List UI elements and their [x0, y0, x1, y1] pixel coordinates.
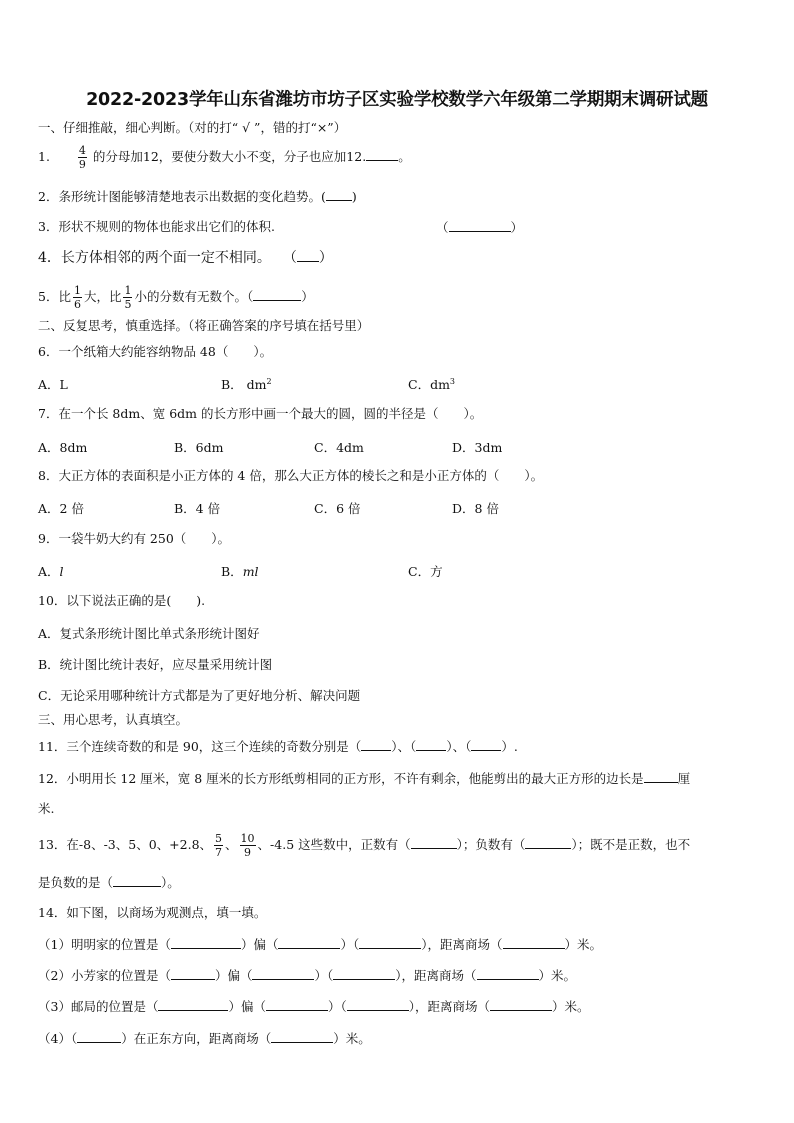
option-c[interactable]: C．6 倍 — [314, 501, 361, 516]
answer-blank[interactable] — [359, 936, 421, 949]
question-5: 5．比 $\frac{1}{6}$ 大，比 $\frac{1}{5}$ 小的分数有无数个。（ ） — [38, 284, 314, 311]
answer-blank[interactable] — [361, 738, 391, 751]
answer-blank[interactable] — [171, 936, 241, 949]
question-10: 10．以下说法正确的是( ). — [38, 593, 206, 608]
fraction: $\frac{10}{9}$ — [240, 832, 255, 859]
question-6: 6．一个纸箱大约能容纳物品 48（ ）。 — [38, 344, 273, 359]
question-3-answer: （ ） — [436, 220, 524, 235]
answer-blank[interactable] — [333, 967, 395, 980]
answer-blank[interactable] — [471, 738, 501, 751]
answer-blank[interactable] — [347, 998, 409, 1011]
option-a[interactable]: A．l — [38, 564, 64, 579]
answer-blank[interactable] — [326, 188, 352, 201]
fraction: $\frac{4}{9}$ — [78, 144, 86, 171]
question-11: 11．三个连续奇数的和是 90，这三个连续的奇数分别是（ ）、（ ）、（ ）. — [38, 739, 518, 754]
page-title: 2022-2023学年山东省潍坊市坊子区实验学校数学六年级第二学期期末调研试题 — [86, 90, 708, 110]
fraction: $\frac{1}{5}$ — [124, 284, 132, 311]
question-14-part-3: （3）邮局的位置是（ ）偏（ ）（ ），距离商场（ ）米。 — [38, 999, 590, 1014]
option-d[interactable]: D．8 倍 — [452, 501, 499, 516]
answer-blank[interactable] — [297, 249, 319, 262]
question-text: 3．形状不规则的物体也能求出它们的体积. — [38, 219, 275, 234]
question-14-part-1: （1）明明家的位置是（ ）偏（ ）（ ），距离商场（ ）米。 — [38, 937, 603, 952]
answer-blank[interactable] — [449, 219, 511, 232]
question-text: 2．条形统计图能够清楚地表示出数据的变化趋势。( — [38, 189, 326, 204]
question-7: 7．在一个长 8dm、宽 6dm 的长方形中画一个最大的圆，圆的半径是（ ）。 — [38, 406, 483, 421]
answer-blank[interactable] — [253, 288, 301, 301]
option-d[interactable]: D．3dm — [452, 440, 503, 455]
section-3-heading: 三、用心思考，认真填空。 — [38, 712, 189, 727]
question-14: 14．如下图，以商场为观测点，填一填。 — [38, 905, 267, 920]
option-b[interactable]: B．4 倍 — [174, 501, 221, 516]
answer-blank[interactable] — [278, 936, 340, 949]
question-3 — [38, 219, 275, 235]
answer-blank[interactable] — [271, 1030, 333, 1043]
option-c[interactable]: C．4dm — [314, 440, 364, 455]
answer-blank[interactable] — [366, 148, 398, 161]
fraction: $\frac{5}{7}$ — [215, 832, 223, 859]
question-14-part-2: （2）小芳家的位置是（ ）偏（ ）（ ），距离商场（ ）米。 — [38, 968, 577, 983]
answer-blank[interactable] — [644, 770, 678, 783]
answer-blank[interactable] — [525, 836, 571, 849]
section-2-heading: 二、反复思考，慎重选择。（将正确答案的序号填在括号里） — [38, 318, 370, 333]
question-12-continued: 米. — [38, 801, 55, 816]
question-12: 12．小明用长 12 厘米，宽 8 厘米的长方形纸剪相同的正方形，不许有剩余，他能剪出的最大正方形的边长是 厘 — [38, 771, 691, 786]
question-9: 9．一袋牛奶大约有 250（ ）。 — [38, 531, 231, 546]
question-8: 8．大正方体的表面积是小正方体的 4 倍，那么大正方体的棱长之和是小正方体的（ ）。 — [38, 468, 544, 483]
question-13: 13．在-8、-3、5、0、+2.8、 $\frac{5}{7}$ 、 $\frac{10}{9}$ 、-4.5 这些数中，正数有（ ）；负数有（ ）；既不是正数，也不 — [38, 832, 691, 859]
answer-blank[interactable] — [266, 998, 328, 1011]
question-number: 1. — [38, 149, 50, 164]
answer-blank[interactable] — [171, 967, 215, 980]
question-2: 2．条形统计图能够清楚地表示出数据的变化趋势。( ) — [38, 189, 357, 204]
answer-blank[interactable] — [477, 967, 539, 980]
section-1-heading: 一、仔细推敲，细心判断。（对的打“ √ ”，错的打“×”） — [38, 120, 347, 135]
answer-blank[interactable] — [252, 967, 314, 980]
option-b[interactable]: B．统计图比统计表好，应尽量采用统计图 — [38, 657, 273, 672]
answer-blank[interactable] — [158, 998, 228, 1011]
question-13-continued: 是负数的是（ ）。 — [38, 875, 180, 890]
option-c[interactable]: C．$dm^3$ — [408, 376, 456, 392]
answer-blank[interactable] — [411, 836, 457, 849]
option-c[interactable]: C．方 — [408, 564, 443, 579]
fraction: $\frac{1}{6}$ — [73, 284, 81, 311]
answer-blank[interactable] — [416, 738, 446, 751]
option-a[interactable]: A．8dm — [38, 440, 88, 455]
option-b[interactable]: B．6dm — [174, 440, 224, 455]
option-b[interactable]: B．ml — [221, 564, 259, 579]
option-c[interactable]: C．无论采用哪种统计方式都是为了更好地分析、解决问题 — [38, 688, 361, 703]
option-a[interactable]: A．L — [38, 377, 68, 392]
option-a[interactable]: A．2 倍 — [38, 501, 84, 516]
answer-blank[interactable] — [77, 1030, 121, 1043]
option-b[interactable]: B． $dm^2$ — [221, 376, 272, 392]
question-14-part-4: （4）（ ）在正东方向，距离商场（ ）米。 — [38, 1031, 371, 1046]
answer-blank[interactable] — [503, 936, 565, 949]
question-1: 1. $\frac{4}{9}$ 的分母加12，要使分数大小不变，分子也应加12. 。 — [38, 144, 411, 171]
answer-blank[interactable] — [113, 874, 161, 887]
answer-blank[interactable] — [490, 998, 552, 1011]
question-text: 的分母加12，要使分数大小不变，分子也应加12. — [92, 149, 367, 164]
question-text: 4．长方体相邻的两个面一定不相同。 — [38, 250, 271, 266]
option-a[interactable]: A．复式条形统计图比单式条形统计图好 — [38, 626, 260, 641]
question-4: 4．长方体相邻的两个面一定不相同。 （ ） — [38, 250, 333, 266]
